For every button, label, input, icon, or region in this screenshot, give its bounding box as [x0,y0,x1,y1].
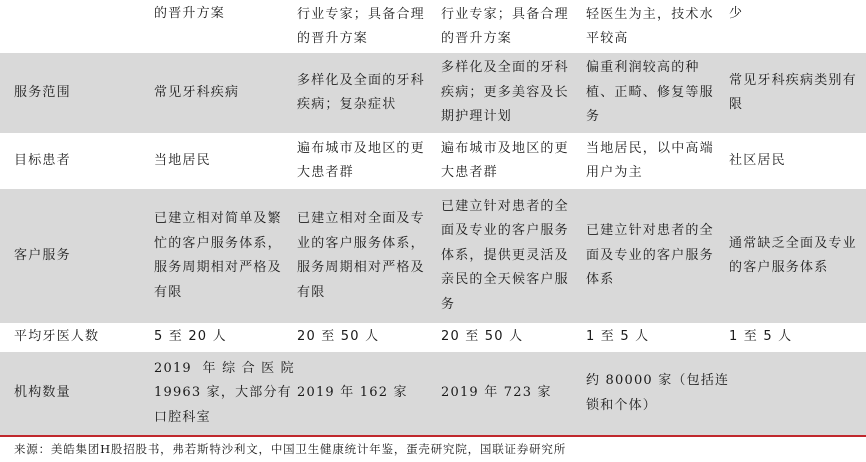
table-cell: 通常缺乏全面及专业 的客户服务体系 [729,235,857,275]
table-cell: 当地居民 [154,152,211,168]
table-cell: 20 至 50 人 [297,329,380,345]
table-cell [729,352,863,435]
table-cell: 2019 年 723 家 [441,385,552,401]
table-cell: 1 至 5 人 [586,329,650,345]
table-cell: 已建立针对患者的全 面及专业的客户服务 体系 [586,223,714,288]
table-cell: 2019 年 综 合 医 院 19963 家，大部分有 口腔科室 [154,360,295,425]
table-cell: 行业专家；具备合理 的晋升方案 [441,6,569,46]
table-cell: 遍布城市及地区的更 大患者群 [297,140,425,180]
table-cell: 遍布城市及地区的更 大患者群 [441,140,569,180]
table-cell: 已建立针对患者的全 面及专业的客户服务 体系，提供更灵活及 亲民的全天候客户服 务 [441,198,569,312]
table-cell: 行业专家；具备合理 的晋升方案 [297,6,425,46]
source-note: 来源：美皓集团H股招股书，弗若斯特沙利文，中国卫生健康统计年鉴，蛋壳研究院，国联证券研究所 [14,442,567,456]
table-cell: 5 至 20 人 [154,329,227,345]
row-label: 目标患者 [14,152,71,168]
table-cell: 少 [729,5,744,21]
table-cell: 约 80000 家（包括连 锁和个体） [586,373,730,413]
table-cell: 偏重利润较高的种 植、正畸、修复等服 务 [586,60,714,125]
table-cell: 1 至 5 人 [729,329,793,345]
row-label: 平均牙医人数 [14,329,100,345]
table-bottom-rule [0,435,866,437]
table-cell: 2019 年 162 家 [297,385,408,401]
row-label: 服务范围 [14,84,71,100]
table-cell: 多样化及全面的牙科 疾病；更多美容及长 期护理计划 [441,60,569,125]
table-cell: 当地居民，以中高端 用户为主 [586,140,714,180]
row-label: 客户服务 [14,247,71,263]
table-cell: 常见牙科疾病 [154,84,240,100]
table-cell: 已建立相对全面及专 业的客户服务体系， 服务周期相对严格及 有限 [297,211,425,300]
table-cell: 轻医生为主，技术水 平较高 [586,6,714,46]
table-cell: 20 至 50 人 [441,329,524,345]
table-cell: 常见牙科疾病类别有 限 [729,72,857,112]
row-label [14,0,144,52]
table-cell: 社区居民 [729,152,786,168]
row-label: 机构数量 [14,385,71,401]
table-cell: 已建立相对简单及繁 忙的客户服务体系， 服务周期相对严格及 有限 [154,211,282,300]
table-cell: 多样化及全面的牙科 疾病；复杂症状 [297,72,425,112]
table-cell: 的晋升方案 [154,5,226,21]
